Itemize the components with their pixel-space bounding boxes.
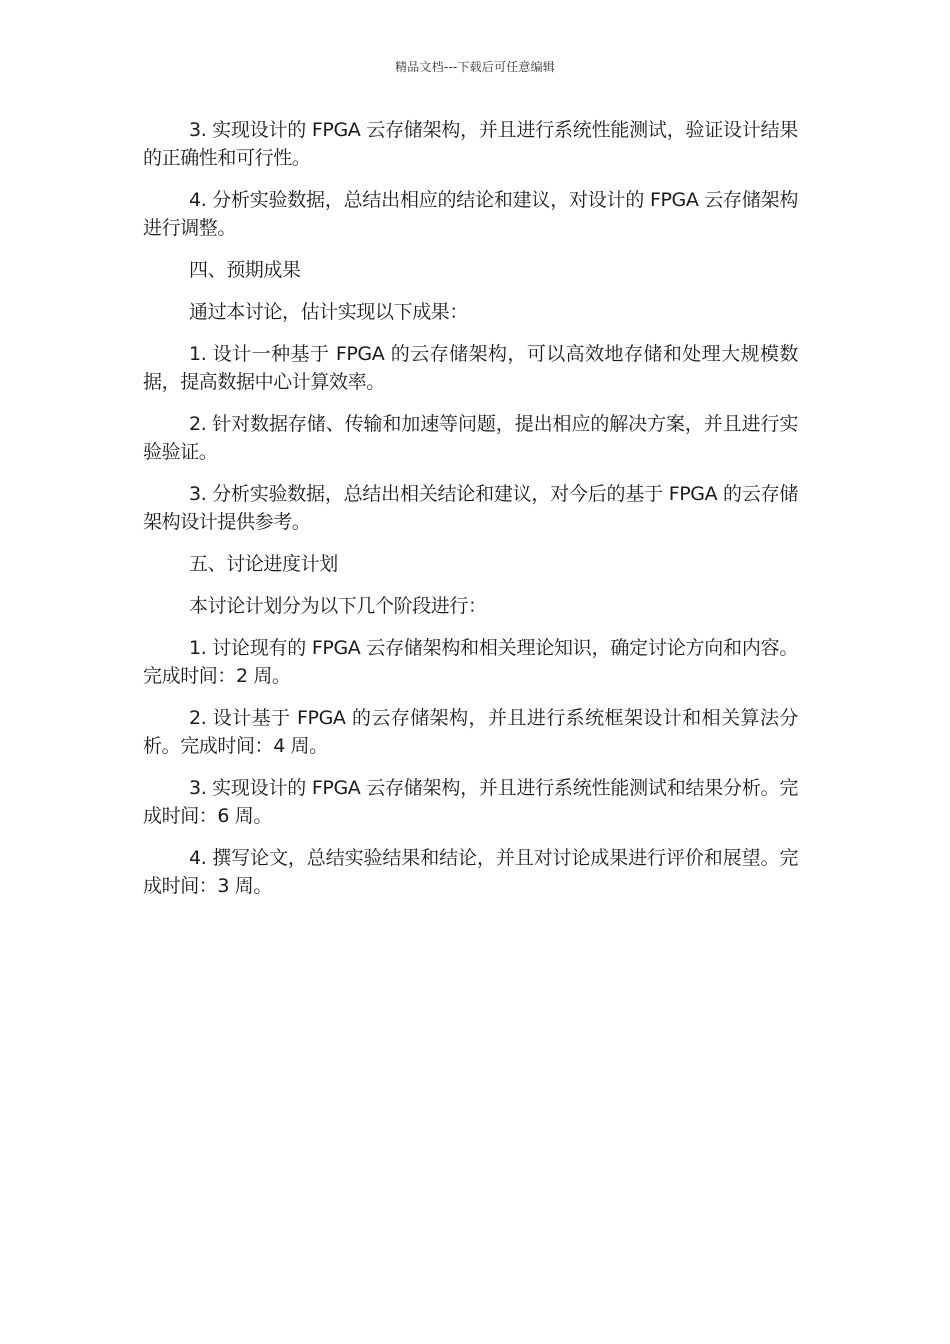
paragraph-schedule-3: 3. 实现设计的 FPGA 云存储架构，并且进行系统性能测试和结果分析。完成时间：6 周。 (143, 777, 798, 827)
paragraph-schedule-1: 1. 讨论现有的 FPGA 云存储架构和相关理论知识，确定讨论方向和内容。完成时间：2 周。 (143, 637, 798, 687)
page-header: 精品文档---下载后可任意编辑 (395, 60, 555, 74)
paragraph-schedule-2: 2. 设计基于 FPGA 的云存储架构，并且进行系统框架设计和相关算法分析。完成时间：4 周。 (143, 707, 798, 757)
paragraph-results-intro: 通过本讨论，估计实现以下成果： (189, 301, 469, 323)
section-heading-expected-results: 四、预期成果 (189, 259, 301, 281)
document-body (143, 116, 798, 914)
paragraph-schedule-4: 4. 撰写论文，总结实验结果和结论，并且对讨论成果进行评价和展望。完成时间：3 周。 (143, 847, 798, 897)
section-heading-schedule: 五、讨论进度计划 (189, 553, 338, 575)
paragraph-step-3-implement: 3. 实现设计的 FPGA 云存储架构，并且进行系统性能测试，验证设计结果的正确性和可行性。 (143, 119, 798, 169)
paragraph-result-3: 3. 分析实验数据，总结出相关结论和建议，对今后的基于 FPGA 的云存储架构设计提供参考。 (143, 483, 798, 533)
paragraph-result-2: 2. 针对数据存储、传输和加速等问题，提出相应的解决方案，并且进行实验验证。 (143, 413, 798, 463)
paragraph-result-1: 1. 设计一种基于 FPGA 的云存储架构，可以高效地存储和处理大规模数据，提高数据中心计算效率。 (143, 343, 798, 393)
paragraph-step-4-analyze: 4. 分析实验数据，总结出相应的结论和建议，对设计的 FPGA 云存储架构进行调整。 (143, 189, 798, 239)
paragraph-schedule-intro: 本讨论计划分为以下几个阶段进行： (189, 595, 487, 617)
